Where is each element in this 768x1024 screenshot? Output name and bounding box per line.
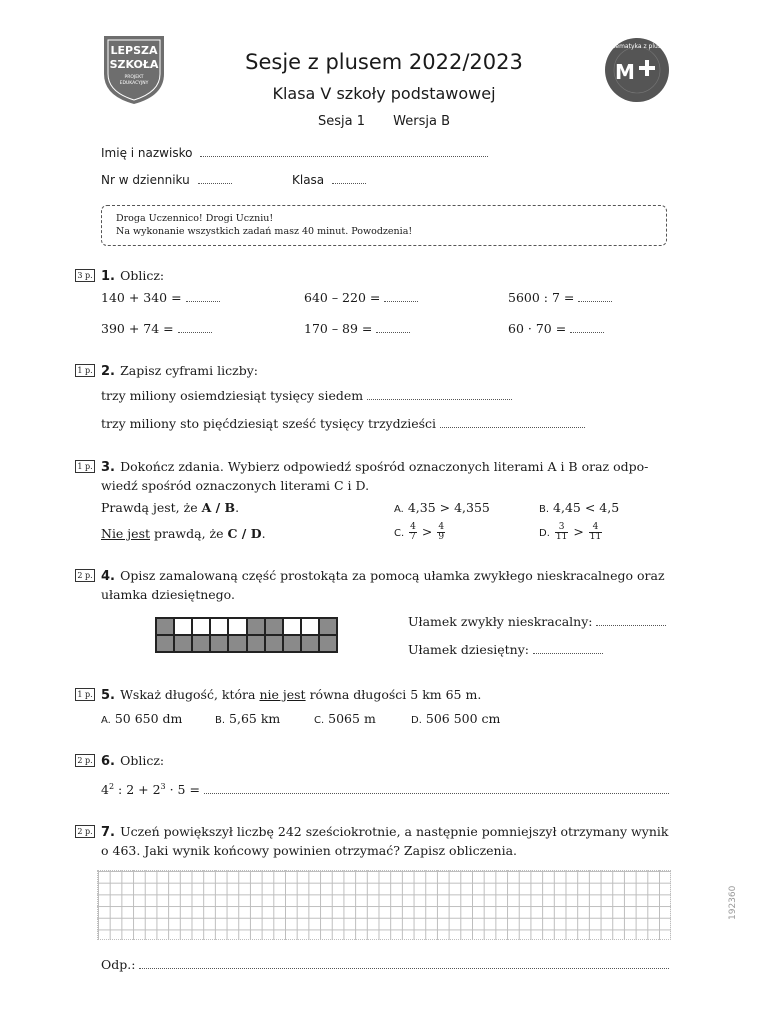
grid-cell <box>192 635 210 652</box>
q3-text-2: wiedź spośród oznaczonych literami C i D. <box>101 478 370 493</box>
q5-points-box: 1 p. <box>75 688 95 701</box>
q1-blank-2[interactable] <box>384 291 418 302</box>
svg-text:M: M <box>615 60 635 84</box>
q3-option-c[interactable]: C. $\frac{4}{7}$ > $\frac{4}{9}$ <box>394 522 445 542</box>
q3-option-d[interactable]: D. $\frac{3}{11}$ > $\frac{4}{11}$ <box>539 522 602 542</box>
grid-cell <box>174 618 192 635</box>
q1-blank-3[interactable] <box>578 291 612 302</box>
q1-points-box: 3 p. <box>75 269 95 282</box>
page-subtitle: Klasa V szkoły podstawowej <box>272 84 496 103</box>
note-line-1: Droga Uczennico! Drogi Uczniu! <box>116 213 274 224</box>
name-label: Imię i nazwisko <box>101 146 193 160</box>
q1-heading <box>101 265 164 284</box>
grid-cell <box>210 635 228 652</box>
page-title: Sesje z plusem 2022/2023 <box>245 50 523 74</box>
q5-option-d[interactable]: D. 506 500 cm <box>411 711 501 726</box>
q1-blank-5[interactable] <box>376 322 410 333</box>
q7-text-1: Uczeń powiększył liczbę 242 sześciokrotnie, a następnie pomniejszył otrzymany wynik <box>120 824 669 839</box>
q2-line-2: trzy miliony sto pięćdziesiąt sześć tysięcy trzydzieści <box>101 416 585 431</box>
q3-choice-ab[interactable]: A / B <box>201 500 236 515</box>
q4-text-2: ułamka dziesiętnego. <box>101 587 235 602</box>
q6-text: Oblicz: <box>120 753 165 768</box>
grid-cell <box>228 618 246 635</box>
q7-text-2: o 463. Jaki wynik końcowy powinien otrzymać? Zapisz obliczenia. <box>101 843 518 858</box>
q1-blank-4[interactable] <box>178 322 212 333</box>
q3-text-1: Dokończ zdania. Wybierz odpowiedź spośród oznaczonych literami A i B oraz odpo- <box>120 459 649 474</box>
grid-cell <box>174 635 192 652</box>
q7-number: 7. <box>101 825 115 840</box>
logo-right-text: matematyka z plusem <box>603 43 671 50</box>
q6-blank[interactable] <box>204 783 669 794</box>
version-label: Wersja B <box>393 114 450 129</box>
logo-line-1: LEPSZA <box>110 44 158 57</box>
q3-heading <box>101 456 669 493</box>
q5-option-b[interactable]: B. 5,65 km <box>215 711 281 726</box>
grid-cell <box>319 618 337 635</box>
q1-blank-1[interactable] <box>186 291 220 302</box>
q4-number: 4. <box>101 569 115 584</box>
q7-heading <box>101 821 669 858</box>
q5-number: 5. <box>101 688 115 703</box>
q5-option-c[interactable]: C. 5065 m <box>314 711 376 726</box>
class-blank[interactable] <box>332 173 366 184</box>
q2-points-box: 1 p. <box>75 364 95 377</box>
class-field[interactable] <box>292 173 366 187</box>
q1-item-4: 390 + 74 = <box>101 321 212 336</box>
grid-cell <box>265 635 283 652</box>
calculation-grid[interactable] <box>97 870 671 940</box>
q6-expression: $4^2$ : $2 + 2^3 \cdot 5$ = <box>101 782 669 797</box>
q4-blank-1[interactable] <box>596 615 666 626</box>
q7-answer-blank[interactable] <box>139 958 669 969</box>
diary-number-field[interactable] <box>101 173 232 187</box>
logo-line-2: SZKOŁA <box>109 58 159 71</box>
note-line-2: Na wykonanie wszystkich zadań masz 40 minut. Powodzenia! <box>116 226 413 237</box>
document-code: 192360 <box>728 885 738 920</box>
q5-option-a[interactable]: A. 50 650 dm <box>101 711 183 726</box>
q4-heading <box>101 565 669 602</box>
name-field[interactable] <box>101 146 488 160</box>
session-label: Sesja 1 <box>318 114 366 129</box>
q1-item-6: 60 · 70 = <box>508 321 604 336</box>
instruction-note <box>101 205 667 246</box>
q1-text: Oblicz: <box>120 268 165 283</box>
grid-cell <box>156 635 174 652</box>
q3-statement-2: Nie jest prawdą, że C / D. <box>101 526 266 541</box>
q1-item-1: 140 + 340 = <box>101 290 220 305</box>
grid-cell <box>192 618 210 635</box>
q2-blank-1[interactable] <box>367 389 512 400</box>
q2-blank-2[interactable] <box>440 417 585 428</box>
q7-points-box: 2 p. <box>75 825 95 838</box>
grid-cell <box>283 635 301 652</box>
q2-line-1: trzy miliony osiemdziesiąt tysięcy siedem <box>101 388 512 403</box>
grid-cell <box>247 635 265 652</box>
q1-item-2: 640 – 220 = <box>304 290 418 305</box>
q2-text: Zapisz cyframi liczby: <box>120 363 258 378</box>
q3-option-b[interactable]: B. 4,45 < 4,5 <box>539 500 620 515</box>
q2-number: 2. <box>101 364 115 379</box>
class-label: Klasa <box>292 173 325 187</box>
q1-number: 1. <box>101 269 115 284</box>
q7-answer-label: Odp.: <box>101 957 136 972</box>
shaded-rectangle-grid <box>155 617 338 653</box>
session-info <box>0 114 768 129</box>
grid-cell <box>228 635 246 652</box>
q7-answer <box>101 957 669 972</box>
q4-answer-1: Ułamek zwykły nieskracalny: <box>408 614 666 629</box>
q3-statement-1: Prawdą jest, że A / B. <box>101 500 240 515</box>
q3-choice-cd[interactable]: C / D <box>227 526 262 541</box>
q6-points-box: 2 p. <box>75 754 95 767</box>
q3-option-a[interactable]: A. 4,35 > 4,355 <box>394 500 490 515</box>
grid-cell <box>319 635 337 652</box>
q1-item-3: 5600 : 7 = <box>508 290 612 305</box>
q6-heading <box>101 750 164 769</box>
grid-cell <box>283 618 301 635</box>
q2-heading <box>101 360 258 379</box>
grid-cell <box>301 618 319 635</box>
q4-blank-2[interactable] <box>533 643 603 654</box>
diary-blank[interactable] <box>198 173 232 184</box>
grid-cell <box>156 618 174 635</box>
q6-number: 6. <box>101 754 115 769</box>
q4-text-1: Opisz zamalowaną część prostokąta za pomocą ułamka zwykłego nieskracalnego oraz <box>120 568 665 583</box>
grid-cell <box>210 618 228 635</box>
q3-number: 3. <box>101 460 115 475</box>
logo-line-3: PROJEKT <box>124 75 144 80</box>
q3-points-box: 1 p. <box>75 460 95 473</box>
q5-text: Wskaż długość, która nie jest równa długości 5 km 65 m. <box>120 687 482 702</box>
name-blank[interactable] <box>200 146 488 157</box>
q1-item-5: 170 – 89 = <box>304 321 410 336</box>
grid-cell <box>301 635 319 652</box>
q5-heading <box>101 684 481 703</box>
grid-cell <box>247 618 265 635</box>
q4-points-box: 2 p. <box>75 569 95 582</box>
grid-cell <box>265 618 283 635</box>
q4-answer-2: Ułamek dziesiętny: <box>408 642 603 657</box>
diary-label: Nr w dzienniku <box>101 173 190 187</box>
q1-blank-6[interactable] <box>570 322 604 333</box>
logo-line-4: EDUKACYJNY <box>119 81 149 86</box>
